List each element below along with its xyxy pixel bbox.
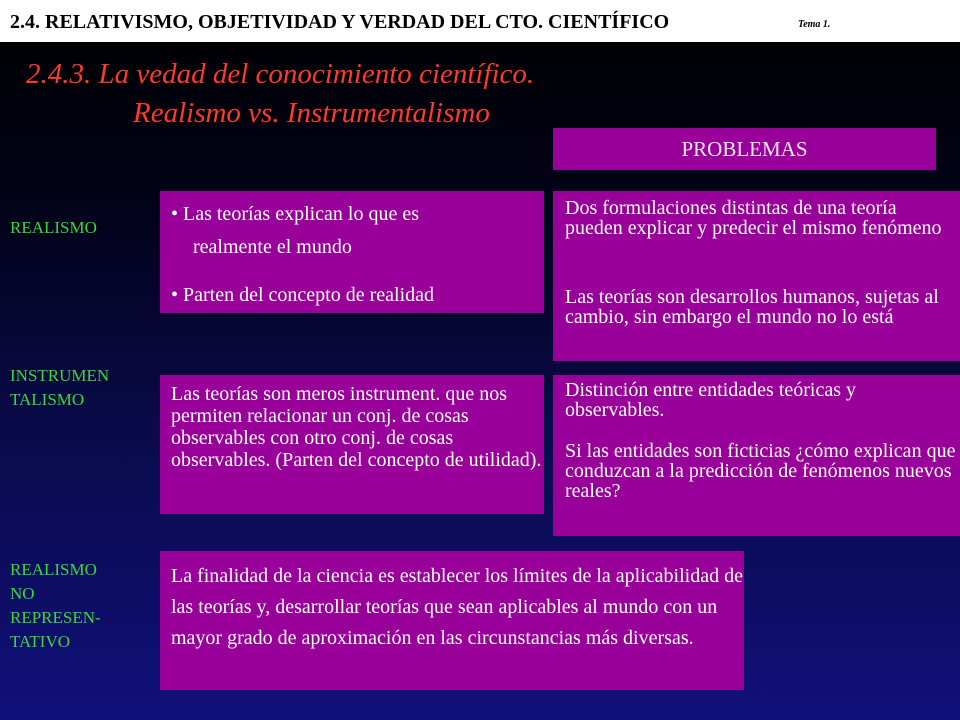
problems-header-box bbox=[553, 128, 936, 170]
label-realismo-no-representativo bbox=[10, 558, 101, 654]
instrumentalismo-description: Las teorías son meros instrument. que nos permiten relacionar un conj. de cosas observables con otro conj. de cosas observables. (Parten del concepto de utilidad). bbox=[171, 383, 542, 471]
label-instrumentalismo-line2: TALISMO bbox=[10, 390, 85, 409]
header-bar bbox=[0, 0, 960, 42]
topic-tag: Tema 1. bbox=[798, 19, 831, 30]
realismo-description-box bbox=[160, 191, 544, 313]
instrumentalismo-problems-box bbox=[553, 375, 960, 536]
instrumentalismo-description-box bbox=[160, 375, 544, 514]
realismo-bullet-1-line-2: realmente el mundo bbox=[193, 236, 352, 258]
label-instrumentalismo bbox=[10, 364, 109, 412]
label-rnr-line1: REALISMO bbox=[10, 560, 97, 579]
label-rnr-line2: NO bbox=[10, 584, 35, 603]
realismo-no-representativo-description: La finalidad de la ciencia es establecer los límites de la aplicabilidad de las teorías y, desarrollar teorías que sean aplicables al mundo con un mayor grado de aproximación en las circunstancias más diversas. bbox=[171, 565, 743, 649]
section-heading-line1: 2.4.3. La vedad del conocimiento científico. bbox=[26, 58, 535, 90]
realismo-bullet-2: • Parten del concepto de realidad bbox=[171, 284, 434, 306]
slide-title: 2.4. RELATIVISMO, OBJETIVIDAD Y VERDAD DEL CTO. CIENTÍFICO bbox=[10, 11, 670, 33]
instrumentalismo-problem-2: Si las entidades son ficticias ¿cómo explican que conduzcan a la predicción de fenómenos nuevos reales? bbox=[565, 440, 956, 502]
realismo-bullet-1-line-1: • Las teorías explican lo que es bbox=[171, 203, 420, 225]
label-instrumentalismo-line1: INSTRUMEN bbox=[10, 366, 110, 385]
label-rnr-line4: TATIVO bbox=[10, 632, 71, 651]
realismo-problems-box bbox=[553, 191, 960, 361]
label-realismo: REALISMO bbox=[10, 218, 97, 237]
realismo-problem-1: Dos formulaciones distintas de una teoría pueden explicar y predecir el mismo fenómeno bbox=[565, 197, 942, 239]
label-rnr-line3: REPRESEN- bbox=[10, 608, 101, 627]
section-heading-line2: Realismo vs. Instrumentalismo bbox=[133, 97, 490, 129]
realismo-problem-2: Las teorías son desarrollos humanos, sujetas al cambio, sin embargo el mundo no lo está bbox=[565, 286, 939, 328]
realismo-no-representativo-box bbox=[160, 551, 744, 690]
instrumentalismo-problem-1: Distinción entre entidades teóricas y observables. bbox=[565, 379, 857, 421]
problems-header-label: PROBLEMAS bbox=[681, 137, 808, 161]
